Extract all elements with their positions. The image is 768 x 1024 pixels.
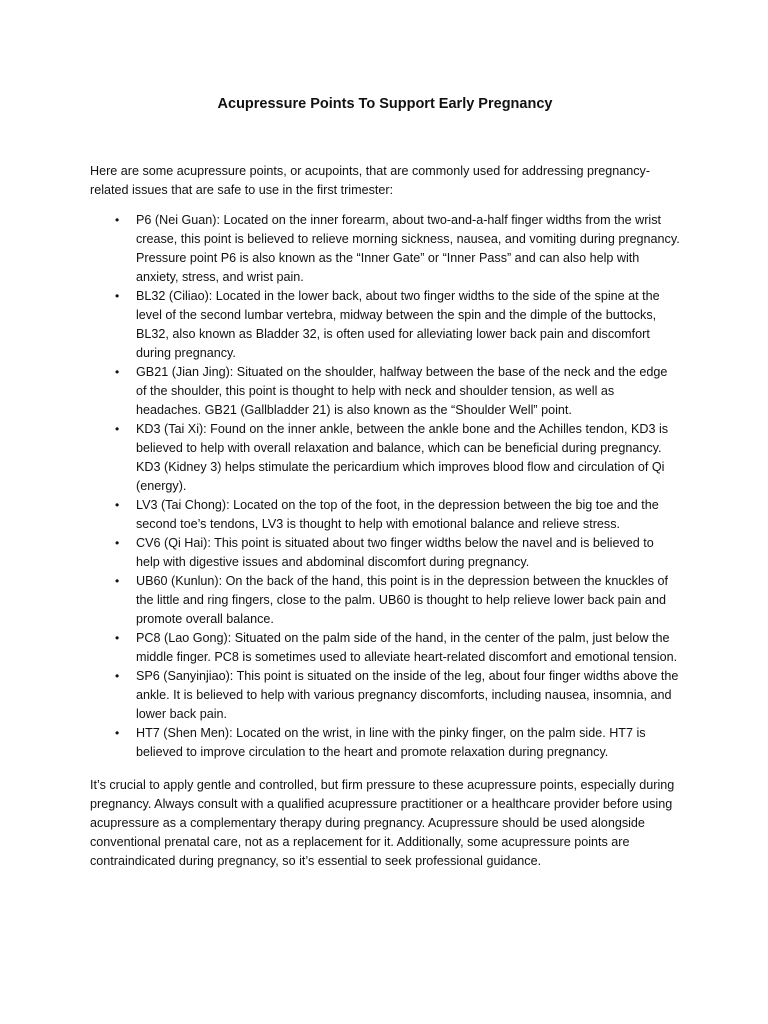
bullet-icon: • (115, 365, 120, 379)
list-item-text: PC8 (Lao Gong): Situated on the palm side of the hand, in the center of the palm, just below the middle finger. PC8 is sometimes used to alleviate heart-related discomfort and emotional tension. (136, 631, 678, 664)
bullet-icon: • (115, 726, 120, 740)
list-item (90, 572, 680, 629)
document-page (90, 94, 680, 871)
list-item-text: CV6 (Qi Hai): This point is situated about two finger widths below the navel and is believed to help with digestive issues and abdominal discomfort during pregnancy. (136, 536, 654, 569)
document-title: Acupressure Points To Support Early Pregnancy (217, 96, 553, 112)
acupoint-list (90, 211, 680, 762)
list-item-text: HT7 (Shen Men): Located on the wrist, in line with the pinky finger, on the palm side. HT7 is believed to improve circulation to the heart and promote relaxation during pregnancy. (136, 726, 646, 759)
list-item-text: P6 (Nei Guan): Located on the inner forearm, about two-and-a-half finger widths from the wrist crease, this point is believed to relieve morning sickness, nausea, and vomiting during pregnancy. Pressure point P6 is also known as the “Inner Gate” or “Inner Pass” and can also help with anxiety, stress, and wrist pain. (136, 213, 680, 284)
list-item (90, 420, 680, 496)
bullet-icon: • (115, 631, 120, 645)
closing-paragraph: It’s crucial to apply gentle and controlled, but firm pressure to these acupressure points, especially during pregnancy. Always consult with a qualified acupressure practitioner or a healthcare provider before using acupressure as a complementary therapy during pregnancy. Acupressure should be used alongside conventional prenatal care, not as a replacement for it. Additionally, some acupressure points are contraindicated during pregnancy, so it’s essential to seek professional guidance. (90, 778, 675, 868)
list-item-text: UB60 (Kunlun): On the back of the hand, this point is in the depression between the knuckles of the little and ring fingers, close to the palm. UB60 is thought to help relieve lower back pain and promote overall balance. (136, 574, 669, 626)
list-item-text: KD3 (Tai Xi): Found on the inner ankle, between the ankle bone and the Achilles tendon, KD3 is believed to help with overall relaxation and balance, which can be beneficial during pregnancy. KD3 (Kidney 3) helps stimulate the pericardium which improves blood flow and circulation of Qi (energy). (136, 422, 669, 493)
list-item (90, 496, 680, 534)
list-item (90, 211, 680, 287)
list-item-text: GB21 (Jian Jing): Situated on the shoulder, halfway between the base of the neck and the edge of the shoulder, this point is thought to help with neck and shoulder tension, as well as headaches. GB21 (Gallbladder 21) is also known as the “Shoulder Well” point. (136, 365, 668, 417)
intro-paragraph: Here are some acupressure points, or acupoints, that are commonly used for addressing pregnancy-related issues that are safe to use in the first trimester: (90, 164, 651, 197)
bullet-icon: • (115, 422, 120, 436)
bullet-icon: • (115, 669, 120, 683)
bullet-icon: • (115, 498, 120, 512)
list-item (90, 534, 680, 572)
bullet-icon: • (115, 289, 120, 303)
list-item-text: SP6 (Sanyinjiao): This point is situated on the inside of the leg, about four finger widths above the ankle. It is believed to help with various pregnancy discomforts, including nausea, insomnia, and lower back pain. (136, 669, 679, 721)
list-item-text: LV3 (Tai Chong): Located on the top of the foot, in the depression between the big toe and the second toe’s tendons, LV3 is thought to help with emotional balance and relieve stress. (136, 498, 659, 531)
list-item (90, 667, 680, 724)
list-item (90, 363, 680, 420)
list-item-text: BL32 (Ciliao): Located in the lower back, about two finger widths to the side of the spine at the level of the second lumbar vertebra, midway between the spin and the dimple of the buttocks, BL32, also known as Bladder 32, is often used for alleviating lower back pain and discomfort during pregnancy. (136, 289, 660, 360)
list-item (90, 724, 680, 762)
bullet-icon: • (115, 213, 120, 227)
bullet-icon: • (115, 574, 120, 588)
list-item (90, 629, 680, 667)
bullet-icon: • (115, 536, 120, 550)
list-item (90, 287, 680, 363)
